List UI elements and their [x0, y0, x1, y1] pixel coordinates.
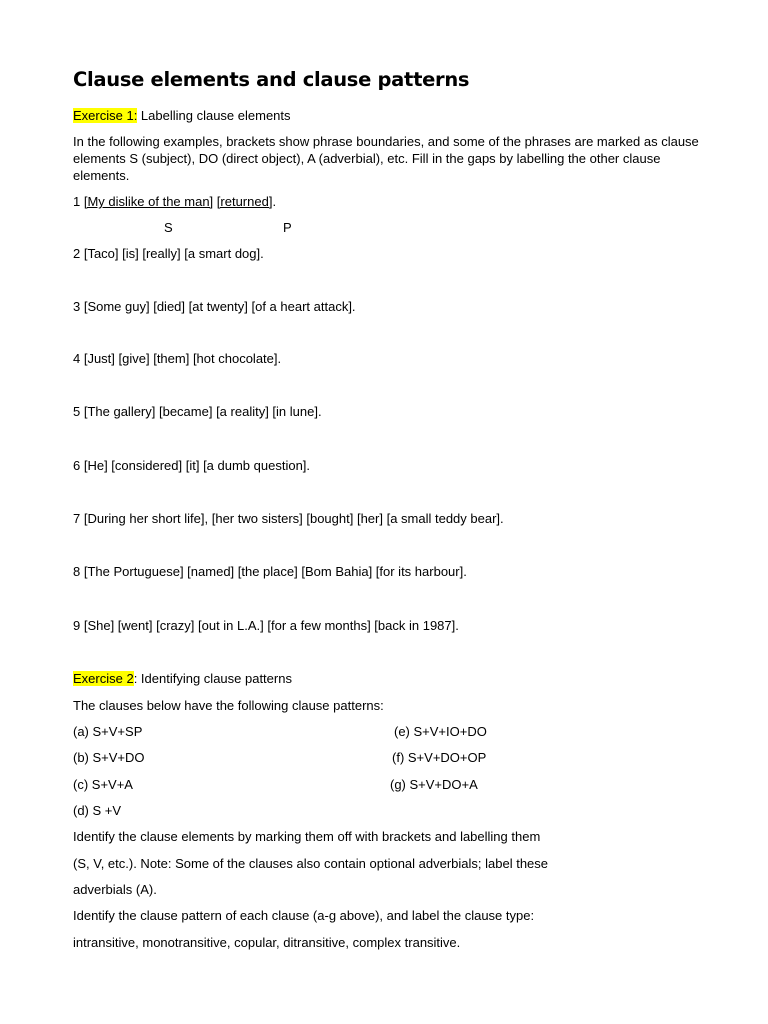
example-1-phrase-subject: [My dislike of the man]: [83, 194, 214, 209]
pattern-d: (d) S +V: [73, 803, 122, 818]
exercise-item: 8 [The Portuguese] [named] [the place] [Bom Bahia] [for its harbour].: [73, 564, 467, 579]
example-1-phrase-predicator: [returned]: [216, 194, 273, 209]
pattern-g: (g) S+V+DO+A: [390, 777, 478, 792]
exercise-1-label: Exercise 1:: [73, 108, 138, 123]
exercise-item: 4 [Just] [give] [them] [hot chocolate].: [73, 351, 282, 366]
exercise-2-heading: [73, 670, 292, 687]
example-1-label-s: S: [164, 220, 173, 235]
exercise-item: 7 [During her short life], [her two sisters] [bought] [her] [a small teddy bear].: [73, 511, 504, 526]
example-1: 1 [My dislike of the man] [returned].: [73, 194, 277, 209]
exercise-2-intro: The clauses below have the following clause patterns:: [73, 698, 384, 713]
exercise-2-label: Exercise 2: [73, 671, 134, 686]
exercise-item: 3 [Some guy] [died] [at twenty] [of a heart attack].: [73, 299, 356, 314]
exercise-item: 9 [She] [went] [crazy] [out in L.A.] [for a few months] [back in 1987].: [73, 618, 459, 633]
example-1-label-p: P: [283, 220, 292, 235]
instruction-line: adverbials (A).: [73, 882, 157, 897]
exercise-item: 2 [Taco] [is] [really] [a smart dog].: [73, 246, 264, 261]
pattern-b: (b) S+V+DO: [73, 750, 145, 765]
page-title: Clause elements and clause patterns: [73, 68, 470, 91]
instruction-line: Identify the clause elements by marking them off with brackets and labelling them: [73, 829, 541, 844]
exercise-item: 6 [He] [considered] [it] [a dumb question].: [73, 458, 311, 473]
pattern-e: (e) S+V+IO+DO: [394, 724, 487, 739]
instruction-line: (S, V, etc.). Note: Some of the clauses also contain optional adverbials; label these: [73, 856, 549, 871]
exercise-2-title: : Identifying clause patterns: [133, 671, 292, 686]
exercise-item: 5 [The gallery] [became] [a reality] [in lune].: [73, 404, 322, 419]
exercise-1-intro: In the following examples, brackets show phrase boundaries, and some of the phrases are marked as clause elements S (subject), DO (direct object), A (adverbial), etc. Fill in the gaps by labelling the other clause elements.: [73, 134, 699, 183]
pattern-a: (a) S+V+SP: [73, 724, 143, 739]
pattern-c: (c) S+V+A: [73, 777, 133, 792]
instruction-line: Identify the clause pattern of each clause (a-g above), and label the clause type:: [73, 908, 535, 923]
instruction-line: intransitive, monotransitive, copular, ditransitive, complex transitive.: [73, 935, 461, 950]
example-1-number: 1: [73, 194, 84, 209]
exercise-1-heading: [73, 107, 291, 124]
exercise-1-title: Labelling clause elements: [137, 108, 291, 123]
pattern-f: (f) S+V+DO+OP: [392, 750, 487, 765]
